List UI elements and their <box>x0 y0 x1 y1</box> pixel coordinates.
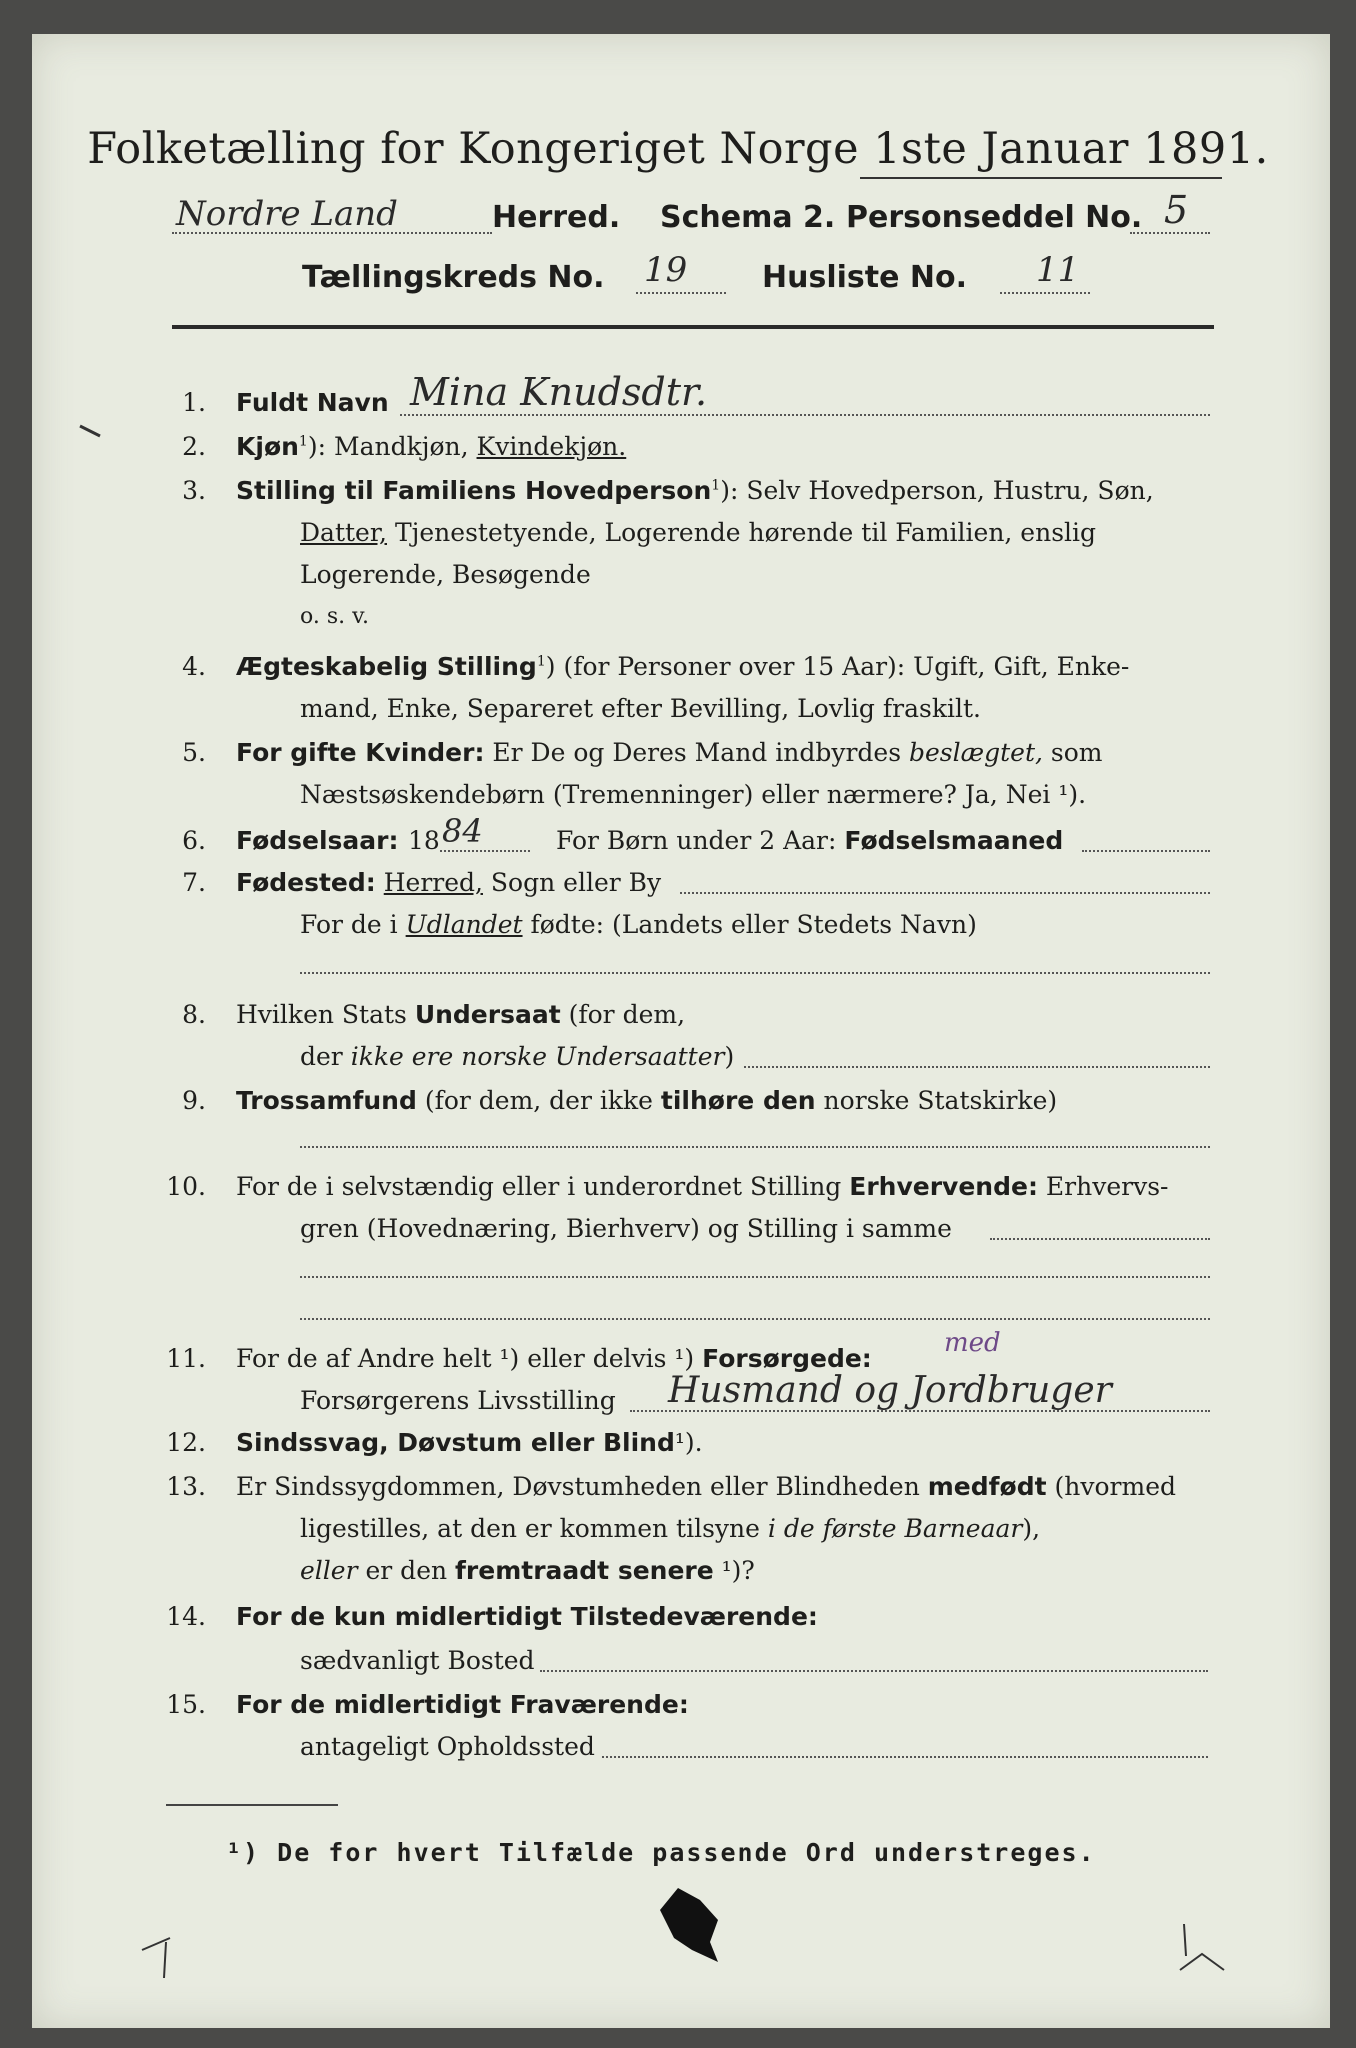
q8-line2a: der <box>300 1042 351 1071</box>
footnote: ¹) De for hvert Tilfælde passende Ord understreges. <box>226 1838 1096 1867</box>
q4-line1-rest: ) (for Personer over 15 Aar): Ugift, Gift, Enke- <box>545 652 1130 681</box>
q2-rest: ): Mandkjøn, <box>307 432 477 461</box>
q6-answer: 84 <box>442 812 483 850</box>
q3-line2-rest: Tjenestetyende, Logerende hørende til Familien, enslig <box>394 518 1097 547</box>
q5-line1 <box>236 738 1103 767</box>
q6-label: Fødselsaar: <box>236 826 399 855</box>
q15-dots <box>602 1756 1208 1758</box>
q9-dots <box>300 1146 1210 1148</box>
q8-number: 8. <box>182 1000 206 1029</box>
q10-line1c: Erhvervs- <box>1037 1172 1169 1201</box>
q13-number: 13. <box>166 1472 206 1501</box>
q10-line1b: Erhvervende: <box>849 1172 1038 1201</box>
q11-line1 <box>236 1344 872 1373</box>
q7-option: Herred, <box>383 868 483 897</box>
q8-line1c: (for dem, <box>560 1000 686 1029</box>
q13-line1 <box>236 1472 1176 1501</box>
q9-rest2: norske Statskirke) <box>815 1086 1058 1115</box>
q6-year-line <box>440 850 530 852</box>
q2-label: Kjøn <box>236 432 299 461</box>
q14-line2: sædvanligt Bosted <box>300 1646 535 1675</box>
q10-dots-2 <box>300 1276 1210 1278</box>
margin-tick-mark <box>78 422 108 442</box>
q3-line1-rest: ): Selv Hovedperson, Hustru, Søn, <box>720 476 1154 505</box>
q12-line1 <box>236 1428 703 1457</box>
kreds-label: Tællingskreds No. <box>302 260 605 295</box>
q13-line1a: Er Sindssygdommen, Døvstumheden eller Blindheden <box>236 1472 928 1501</box>
q11-answer-line2: Husmand og Jordbruger <box>668 1370 1112 1411</box>
q3-line1 <box>236 476 1154 505</box>
q8-line1a: Hvilken Stats <box>236 1000 415 1029</box>
q3-sup: 1 <box>711 477 721 494</box>
q1-line <box>400 414 1210 416</box>
q7-line1-dots <box>680 892 1210 894</box>
kreds-value: 19 <box>644 250 688 290</box>
q2-option: Kvindekjøn. <box>476 432 627 461</box>
q3-number: 3. <box>182 476 206 505</box>
q7-line2c: fødte: (Landets eller Stedets Navn) <box>522 910 977 939</box>
q3-option: Datter, <box>300 518 387 547</box>
herred-value: Nordre Land <box>176 194 398 234</box>
q11-number: 11. <box>166 1344 206 1373</box>
corner-mark-left <box>140 1920 180 1980</box>
husliste-value: 11 <box>1036 250 1080 290</box>
q8-line2b: ikke ere norske Undersaatter <box>350 1042 725 1071</box>
q2-number: 2. <box>182 432 206 461</box>
q13-line3a: eller <box>300 1556 358 1585</box>
q7-line2 <box>300 910 977 939</box>
q1-label: Fuldt Navn <box>236 388 389 417</box>
q9-line1 <box>236 1086 1057 1115</box>
q4-number: 4. <box>182 652 206 681</box>
q3-label: Stilling til Familiens Hovedperson <box>236 476 712 505</box>
q9-rest: (for dem, der ikke <box>424 1086 661 1115</box>
q6-rest <box>556 826 1063 855</box>
q10-line1a: For de i selvstændig eller i underordnet Stilling <box>236 1172 850 1201</box>
personseddel-dotted-line <box>1130 232 1210 234</box>
q7-line1 <box>236 868 661 897</box>
q8-line1b: Undersaat <box>414 1000 561 1029</box>
footnote-rule <box>166 1804 338 1806</box>
q5-number: 5. <box>182 738 206 767</box>
census-form-page <box>32 34 1330 2028</box>
q9-label: Trossamfund <box>236 1086 417 1115</box>
q13-line3 <box>300 1556 755 1585</box>
q10-line2: gren (Hovednæring, Bierhverv) og Stilling i samme <box>300 1214 952 1243</box>
schema-label: Schema 2. <box>660 200 836 235</box>
q7-rest: Sogn eller By <box>482 868 662 897</box>
herred-label: Herred. <box>492 200 621 235</box>
husliste-label: Husliste No. <box>762 260 967 295</box>
q4-sup: 1 <box>536 653 546 670</box>
q13-line2b: i de første Barneaar <box>767 1514 1023 1543</box>
q8-line2 <box>300 1042 734 1071</box>
q3-line2 <box>300 518 1096 547</box>
q13-line2a: ligestilles, at den er kommen tilsyne <box>300 1514 768 1543</box>
q14-dots <box>540 1670 1208 1672</box>
q1-answer: Mina Knudsdtr. <box>410 370 708 414</box>
herred-dotted-line <box>172 232 492 234</box>
q8-dots <box>744 1066 1210 1068</box>
q4-label: Ægteskabelig Stilling <box>236 652 537 681</box>
q4-line2: mand, Enke, Separeret efter Bevilling, Lovlig fraskilt. <box>300 694 981 723</box>
q12-rest: ¹). <box>674 1428 703 1457</box>
q15-line2: antageligt Opholdssted <box>300 1732 595 1761</box>
q4-line1 <box>236 652 1129 681</box>
q15-label: For de midlertidigt Fraværende: <box>236 1690 689 1719</box>
q7-label: Fødested: <box>236 868 376 897</box>
q11-answer-line1: med <box>944 1328 1001 1358</box>
q5-line1b: beslægtet, <box>909 738 1043 767</box>
header-separator <box>172 325 1214 329</box>
q13-line3b: er den <box>357 1556 456 1585</box>
q9-number: 9. <box>182 1086 206 1115</box>
q11-line1b: Forsørgede: <box>702 1344 872 1373</box>
q12-number: 12. <box>166 1428 206 1457</box>
q1-number: 1. <box>182 388 206 417</box>
q2-text <box>236 432 626 461</box>
q5-line1c: som <box>1042 738 1103 767</box>
q13-line2 <box>300 1514 1040 1543</box>
q7-line2b: Udlandet <box>405 910 523 939</box>
q14-label: For de kun midlertidigt Tilstedeværende: <box>236 1602 818 1631</box>
kreds-dotted-line <box>636 292 726 294</box>
q13-line3c: fremtraadt senere <box>455 1556 714 1585</box>
q10-number: 10. <box>166 1172 206 1201</box>
personseddel-value: 5 <box>1164 188 1189 232</box>
q5-label: For gifte Kvinder: <box>236 738 485 767</box>
q7-number: 7. <box>182 868 206 897</box>
title-underline <box>860 177 1222 179</box>
q9-rest-bold: tilhøre den <box>660 1086 816 1115</box>
q8-line1 <box>236 1000 685 1029</box>
q12-label: Sindssvag, Døvstum eller Blind <box>236 1428 675 1457</box>
q6-rest-text: For Børn under 2 Aar: <box>556 826 845 855</box>
q13-line1b: medfødt <box>927 1472 1047 1501</box>
q7-line2a: For de i <box>300 910 406 939</box>
form-title: Folketælling for Kongeriget Norge 1ste Januar 1891. <box>87 124 1269 174</box>
ink-blot <box>648 1880 738 1970</box>
q2-sup: 1 <box>298 433 308 450</box>
q6-prefix: 18 <box>408 826 440 855</box>
q5-line2: Næstsøskendebørn (Tremenninger) eller nærmere? Ja, Nei ¹). <box>300 780 1087 809</box>
q14-number: 14. <box>166 1602 206 1631</box>
q10-dots-1 <box>990 1238 1210 1240</box>
q10-dots-3 <box>300 1318 1210 1320</box>
q13-line1c: (hvormed <box>1046 1472 1176 1501</box>
q6-month-line <box>1082 850 1210 852</box>
corner-mark-right <box>1176 1920 1236 1980</box>
q10-line1 <box>236 1172 1168 1201</box>
q3-line4: o. s. v. <box>300 604 369 629</box>
q11-line2: Forsørgerens Livsstilling <box>300 1386 616 1415</box>
q5-line1a: Er De og Deres Mand indbyrdes <box>492 738 909 767</box>
q11-line1a: For de af Andre helt ¹) eller delvis ¹) <box>236 1344 703 1373</box>
husliste-dotted-line <box>1000 292 1090 294</box>
q7-line3-dots <box>300 972 1210 974</box>
q15-number: 15. <box>166 1690 206 1719</box>
personseddel-label: Personseddel No. <box>846 200 1143 235</box>
q3-line3: Logerende, Besøgende <box>300 560 591 589</box>
q6-rest-bold: Fødselsmaaned <box>844 826 1064 855</box>
q13-line2c: ), <box>1022 1514 1041 1543</box>
q8-line2c: ) <box>724 1042 735 1071</box>
q6-number: 6. <box>182 826 206 855</box>
q13-line3d: ¹)? <box>713 1556 755 1585</box>
